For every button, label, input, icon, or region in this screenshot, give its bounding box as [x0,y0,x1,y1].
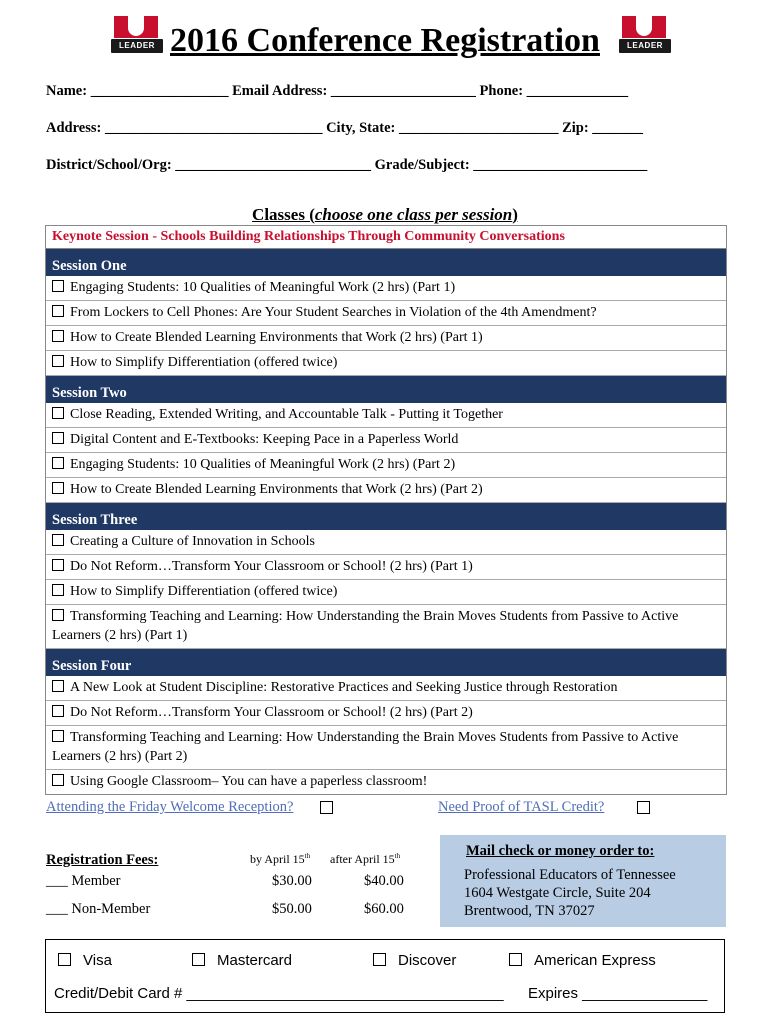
member-option[interactable]: ___ Member [46,873,121,889]
nonmember-early-fee: $50.00 [272,901,312,917]
checkbox-icon[interactable] [192,953,205,966]
page-title: 2016 Conference Registration [170,22,600,59]
contact-row-address[interactable]: Address: ______________________________ City, State: ______________________ Zip: _______ [46,120,644,136]
checkbox-icon[interactable] [52,432,64,444]
reception-checkbox[interactable] [320,801,333,814]
class-option[interactable]: Do Not Reform…Transform Your Classroom or School! (2 hrs) (Part 2) [46,701,726,726]
checkbox-icon[interactable] [52,407,64,419]
class-option[interactable]: How to Create Blended Learning Environments that Work (2 hrs) (Part 2) [46,478,726,503]
session-header: Session Two [46,376,726,403]
class-option[interactable]: A New Look at Student Discipline: Restorative Practices and Seeking Justice through Restoration [46,676,726,701]
logo-banner-text: LEADER [110,38,164,54]
discover-option[interactable]: Discover [373,952,456,969]
session-header: Session Four [46,649,726,676]
nonmember-option[interactable]: ___ Non-Member [46,901,151,917]
checkbox-icon[interactable] [52,280,64,292]
checkbox-icon[interactable] [52,584,64,596]
class-option[interactable]: Engaging Students: 10 Qualities of Meaningful Work (2 hrs) (Part 1) [46,276,726,301]
classes-table [45,225,727,795]
nonmember-late-fee: $60.00 [364,901,404,917]
late-fee-header: after April 15th [330,852,401,866]
checkbox-icon[interactable] [52,774,64,786]
class-option[interactable]: Digital Content and E-Textbooks: Keeping Pace in a Paperless World [46,428,726,453]
session-header: Session Three [46,503,726,530]
checkbox-icon[interactable] [52,355,64,367]
registration-fees-title: Registration Fees: [46,852,159,868]
card-expiry-field[interactable]: Expires _______________ [528,985,708,1002]
member-late-fee: $40.00 [364,873,404,889]
early-fee-header: by April 15th [250,852,311,866]
session-header: Session One [46,249,726,276]
contact-row-district[interactable]: District/School/Org: ___________________________ Grade/Subject: ________________________ [46,157,648,173]
card-payment-box [45,939,725,1013]
class-option[interactable]: How to Simplify Differentiation (offered twice) [46,351,726,376]
mail-title: Mail check or money order to: [466,843,655,859]
checkbox-icon[interactable] [52,705,64,717]
contact-row-name-email-phone[interactable]: Name: ___________________ Email Address: ____________________ Phone: ______________ [46,83,629,99]
checkbox-icon[interactable] [52,609,64,621]
checkbox-icon[interactable] [52,730,64,742]
class-option[interactable]: Transforming Teaching and Learning: How Understanding the Brain Moves Students from Passive to Active Learners (2 hrs) (Part 1) [46,605,726,649]
checkbox-icon[interactable] [58,953,71,966]
class-option[interactable]: Using Google Classroom– You can have a paperless classroom! [46,770,726,794]
class-option[interactable]: Do Not Reform…Transform Your Classroom or School! (2 hrs) (Part 1) [46,555,726,580]
checkbox-icon[interactable] [52,330,64,342]
tasl-credit-label: Need Proof of TASL Credit? [438,799,605,815]
class-option[interactable]: How to Simplify Differentiation (offered twice) [46,580,726,605]
class-option[interactable]: Close Reading, Extended Writing, and Accountable Talk - Putting it Together [46,403,726,428]
class-option[interactable]: From Lockers to Cell Phones: Are Your Student Searches in Violation of the 4th Amendment? [46,301,726,326]
checkbox-icon[interactable] [373,953,386,966]
class-option[interactable]: How to Create Blended Learning Environments that Work (2 hrs) (Part 1) [46,326,726,351]
checkbox-icon[interactable] [52,680,64,692]
class-option[interactable]: Creating a Culture of Innovation in Schools [46,530,726,555]
mail-address-line2: 1604 Westgate Circle, Suite 204 [464,885,651,901]
class-option[interactable]: Engaging Students: 10 Qualities of Meaningful Work (2 hrs) (Part 2) [46,453,726,478]
logo-banner-text: LEADER [618,38,672,54]
mail-address-line1: Professional Educators of Tennessee [464,867,676,883]
card-number-field[interactable]: Credit/Debit Card # ______________________________________ [54,985,504,1002]
amex-option[interactable]: American Express [509,952,656,969]
keynote-session: Keynote Session - Schools Building Relationships Through Community Conversations [46,226,726,249]
checkbox-icon[interactable] [52,559,64,571]
checkbox-icon[interactable] [52,482,64,494]
member-early-fee: $30.00 [272,873,312,889]
checkbox-icon[interactable] [52,305,64,317]
visa-option[interactable]: Visa [58,952,112,969]
checkbox-icon[interactable] [509,953,522,966]
checkbox-icon[interactable] [52,534,64,546]
classes-heading: Classes (choose one class per session) [252,205,518,224]
welcome-reception-label: Attending the Friday Welcome Reception? [46,799,294,815]
checkbox-icon[interactable] [52,457,64,469]
tasl-credit-checkbox[interactable] [637,801,650,814]
class-option[interactable]: Transforming Teaching and Learning: How Understanding the Brain Moves Students from Passive to Active Learners (2 hrs) (Part 2) [46,726,726,770]
mail-address-line3: Brentwood, TN 37027 [464,903,595,919]
mastercard-option[interactable]: Mastercard [192,952,292,969]
mail-payment-box [440,835,726,927]
